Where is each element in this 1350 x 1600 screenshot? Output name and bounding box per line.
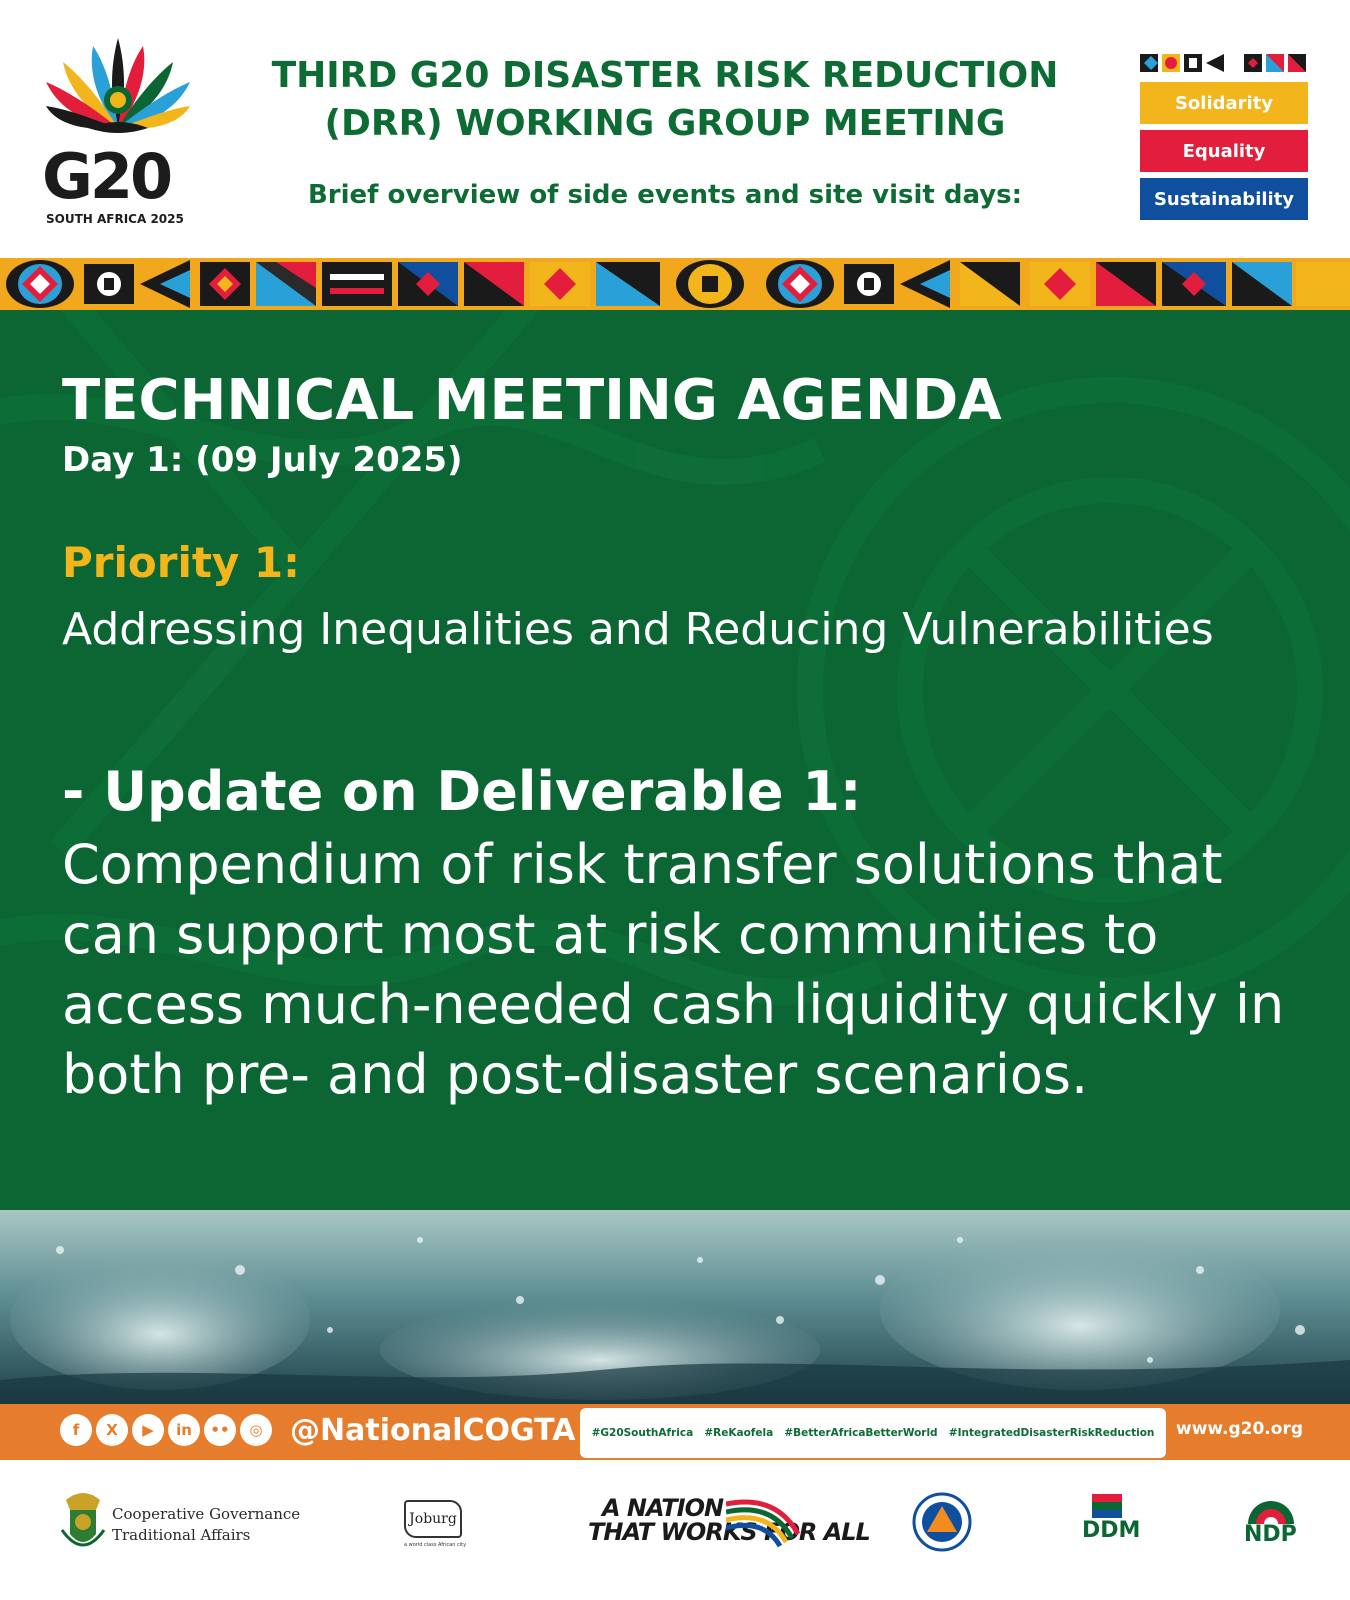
- hashtag[interactable]: #ReKaofela: [704, 1427, 774, 1439]
- ddm-wordmark: DDM: [1082, 1518, 1141, 1543]
- agenda-title: TECHNICAL MEETING AGENDA: [62, 368, 1002, 433]
- linkedin-icon[interactable]: in: [168, 1414, 200, 1446]
- social-icons: [60, 1414, 272, 1446]
- ndp-arc-icon: [1246, 1494, 1296, 1524]
- social-handle[interactable]: @NationalCOGTA: [290, 1413, 576, 1448]
- header-title-line2: (DRR) WORKING GROUP MEETING: [324, 103, 1006, 144]
- youtube-icon[interactable]: ▶: [132, 1414, 164, 1446]
- nation-line1: A NATION: [602, 1494, 724, 1522]
- flickr-icon[interactable]: ••: [204, 1414, 236, 1446]
- joburg-tagline: a world class African city: [404, 1542, 467, 1548]
- coat-of-arms-icon: [60, 1490, 106, 1554]
- x-icon[interactable]: X: [96, 1414, 128, 1446]
- value-equality: Equality: [1140, 130, 1308, 172]
- joburg-logo: [404, 1496, 468, 1550]
- g20-wordmark: G20: [42, 140, 171, 213]
- g20-flower-icon: [44, 28, 192, 148]
- day-label: Day 1: (09 July 2025): [62, 440, 463, 480]
- hashtag-box: [580, 1408, 1166, 1458]
- priority-label: Priority 1:: [62, 538, 300, 587]
- cogta-line2: Traditional Affairs: [112, 1526, 251, 1544]
- g20-logo: [38, 28, 198, 238]
- hashtag[interactable]: #BetterAfricaBetterWorld: [784, 1427, 938, 1439]
- header-title-line1: THIRD G20 DISASTER RISK REDUCTION: [271, 55, 1059, 96]
- value-sustainability: Sustainability: [1140, 178, 1308, 220]
- ddm-flag-icon: [1092, 1494, 1122, 1518]
- pattern-strip-icon: [1140, 52, 1308, 74]
- instagram-icon[interactable]: ◎: [240, 1414, 272, 1446]
- partner-logos: [0, 1460, 1350, 1600]
- header-subtitle: Brief overview of side events and site visit days:: [307, 180, 1023, 210]
- agenda-panel: [0, 310, 1350, 1210]
- header: [0, 0, 1350, 260]
- nation-logo: [588, 1490, 870, 1560]
- pattern-band: [0, 258, 1350, 310]
- website-link[interactable]: www.g20.org: [1176, 1419, 1304, 1439]
- water-splash-photo: [0, 1210, 1350, 1406]
- values-panel: [1140, 52, 1308, 226]
- ndp-logo: [1242, 1494, 1300, 1554]
- value-solidarity: Solidarity: [1140, 82, 1308, 124]
- priority-text: Addressing Inequalities and Reducing Vulnerabilities: [62, 604, 1214, 655]
- cogta-name: [112, 1504, 300, 1546]
- social-bar: [0, 1404, 1350, 1460]
- nation-line2: THAT WORKS FOR ALL: [588, 1518, 870, 1546]
- ndmc-seal-icon: [912, 1492, 972, 1552]
- header-title: [215, 52, 1115, 148]
- ndp-wordmark: NDP: [1244, 1522, 1297, 1547]
- deliverable-label: - Update on Deliverable 1:: [62, 760, 862, 823]
- ddm-logo: [1078, 1494, 1141, 1554]
- hashtag[interactable]: #IntegratedDisasterRiskReduction: [948, 1427, 1155, 1439]
- g20-subtext: SOUTH AFRICA 2025: [46, 212, 184, 226]
- deliverable-text: Compendium of risk transfer solutions that can support most at risk communities to access much-needed cash liquidity quickly in both pre- and post-disaster scenarios.: [62, 833, 1285, 1106]
- cogta-line1: Cooperative Governance: [112, 1505, 301, 1523]
- facebook-icon[interactable]: f: [60, 1414, 92, 1446]
- flag-swoosh-icon: [726, 1494, 806, 1554]
- joburg-wordmark: Joburg: [404, 1500, 462, 1538]
- hashtag[interactable]: #G20SouthAfrica: [591, 1427, 694, 1439]
